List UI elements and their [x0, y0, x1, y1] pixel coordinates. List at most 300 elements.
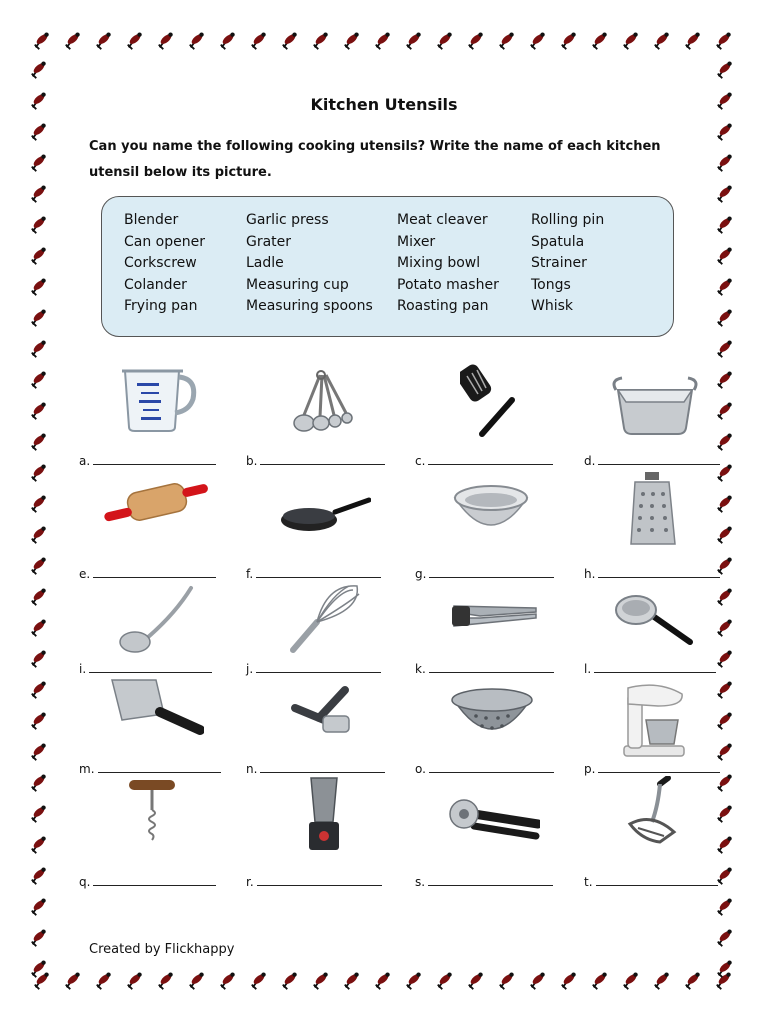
border-ornament — [26, 457, 52, 488]
border-ornament — [26, 953, 52, 984]
ornament-icon — [466, 971, 486, 991]
border-ornament — [26, 28, 57, 54]
border-ornament — [712, 829, 738, 860]
item-letter: s. — [415, 875, 426, 889]
ornament-icon — [311, 971, 331, 991]
border-ornament — [491, 28, 522, 54]
border-ornament — [460, 28, 491, 54]
border-ornament — [367, 28, 398, 54]
border-ornament — [677, 28, 708, 54]
border-ornament — [212, 968, 243, 994]
ornament-icon — [435, 971, 455, 991]
border-ornament — [305, 968, 336, 994]
ornament-icon — [342, 31, 362, 51]
border-ornament — [712, 116, 738, 147]
word-bank-word: Garlic press — [246, 212, 329, 228]
item-letter: n. — [246, 762, 258, 776]
ornament-icon — [29, 153, 49, 173]
ornament-icon — [125, 31, 145, 51]
word-bank-column-4 — [531, 210, 604, 318]
border-ornament — [712, 54, 738, 85]
ornament-icon — [715, 866, 735, 886]
ornament-icon — [715, 525, 735, 545]
border-ornament — [712, 488, 738, 519]
item-letter: f. — [246, 567, 254, 581]
ornament-icon — [590, 971, 610, 991]
ornament-icon — [29, 246, 49, 266]
can-opener-icon — [444, 796, 540, 840]
answer-blank-line[interactable] — [256, 663, 381, 673]
word-bank-word: Meat cleaver — [397, 212, 488, 228]
answer-item — [79, 454, 216, 468]
word-bank-word: Strainer — [531, 255, 587, 271]
border-ornament — [712, 364, 738, 395]
item-letter: l. — [584, 662, 592, 676]
ornament-icon — [156, 971, 176, 991]
ornament-icon — [715, 897, 735, 917]
answer-blank-line[interactable] — [93, 568, 216, 578]
border-ornament — [57, 28, 88, 54]
ornament-icon — [29, 556, 49, 576]
border-ornament — [88, 28, 119, 54]
mixing-bowl-icon — [451, 482, 531, 534]
answer-item — [584, 662, 716, 676]
ornament-icon — [715, 649, 735, 669]
border-ornament — [26, 519, 52, 550]
answer-blank-line[interactable] — [429, 663, 554, 673]
answer-blank-line[interactable] — [598, 455, 720, 465]
border-ornament — [26, 116, 52, 147]
ornament-icon — [715, 122, 735, 142]
item-letter: r. — [246, 875, 254, 889]
border-ornament — [26, 550, 52, 581]
ornament-icon — [621, 971, 641, 991]
border-ornament — [26, 922, 52, 953]
ornament-icon — [373, 31, 393, 51]
ornament-icon — [715, 711, 735, 731]
answer-blank-line[interactable] — [594, 663, 716, 673]
ornament-border-left — [26, 54, 52, 984]
border-ornament — [181, 28, 212, 54]
border-ornament — [712, 395, 738, 426]
border-ornament — [26, 643, 52, 674]
ornament-icon — [29, 184, 49, 204]
ornament-icon — [29, 804, 49, 824]
ornament-icon — [29, 215, 49, 235]
ornament-icon — [125, 971, 145, 991]
ornament-icon — [528, 971, 548, 991]
rolling-pin-icon — [102, 480, 208, 526]
ornament-icon — [29, 680, 49, 700]
ornament-icon — [715, 370, 735, 390]
ornament-icon — [715, 959, 735, 979]
ornament-icon — [466, 31, 486, 51]
word-bank-column-2 — [246, 210, 373, 318]
border-ornament — [26, 860, 52, 891]
ornament-icon — [29, 866, 49, 886]
ornament-icon — [187, 31, 207, 51]
border-ornament — [712, 333, 738, 364]
border-ornament — [367, 968, 398, 994]
roasting-pan-icon — [612, 372, 698, 438]
ornament-border-bottom — [26, 968, 739, 994]
border-ornament — [712, 922, 738, 953]
border-ornament — [615, 968, 646, 994]
potato-masher-icon — [624, 776, 682, 848]
ornament-icon — [63, 971, 83, 991]
ornament-icon — [652, 31, 672, 51]
ornament-icon — [29, 742, 49, 762]
answer-blank-line[interactable] — [428, 455, 553, 465]
ornament-icon — [218, 31, 238, 51]
ornament-icon — [29, 463, 49, 483]
answer-item — [584, 875, 718, 889]
ornament-icon — [497, 971, 517, 991]
border-ornament — [553, 28, 584, 54]
border-ornament — [712, 178, 738, 209]
border-ornament — [26, 333, 52, 364]
border-ornament — [429, 28, 460, 54]
word-bank-word: Mixer — [397, 233, 436, 250]
ornament-icon — [715, 246, 735, 266]
ornament-icon — [29, 618, 49, 638]
item-letter: d. — [584, 454, 596, 468]
word-bank-column-3 — [397, 210, 499, 318]
border-ornament — [522, 28, 553, 54]
page-title: Kitchen Utensils — [310, 95, 458, 114]
border-ornament — [398, 968, 429, 994]
item-letter: b. — [246, 454, 258, 468]
border-ornament — [26, 829, 52, 860]
border-ornament — [26, 612, 52, 643]
border-ornament — [712, 953, 738, 984]
ornament-icon — [342, 971, 362, 991]
ornament-icon — [29, 122, 49, 142]
ornament-icon — [29, 277, 49, 297]
item-letter: a. — [79, 454, 91, 468]
answer-item — [415, 875, 553, 889]
ornament-icon — [528, 31, 548, 51]
ornament-icon — [497, 31, 517, 51]
ornament-icon — [715, 184, 735, 204]
border-ornament — [712, 519, 738, 550]
ornament-icon — [29, 401, 49, 421]
border-ornament — [712, 147, 738, 178]
border-ornament — [26, 147, 52, 178]
corkscrew-icon — [127, 776, 177, 842]
ornament-icon — [29, 525, 49, 545]
ornament-icon — [715, 742, 735, 762]
ornament-icon — [29, 711, 49, 731]
border-ornament — [26, 581, 52, 612]
ornament-icon — [404, 971, 424, 991]
word-bank-word: Frying pan — [124, 298, 198, 314]
border-ornament — [26, 209, 52, 240]
ornament-icon — [715, 277, 735, 297]
answer-item — [415, 662, 554, 676]
ornament-icon — [715, 339, 735, 359]
ornament-icon — [715, 401, 735, 421]
ornament-icon — [715, 928, 735, 948]
border-ornament — [712, 209, 738, 240]
ornament-icon — [559, 31, 579, 51]
answer-item — [246, 454, 385, 468]
instruction-line-2: utensil below its picture. — [89, 165, 272, 180]
ornament-icon — [249, 971, 269, 991]
item-letter: k. — [415, 662, 426, 676]
word-bank-word: Potato masher — [397, 276, 499, 293]
answer-item — [246, 875, 382, 889]
blender-icon — [303, 776, 345, 852]
border-ornament — [584, 968, 615, 994]
item-letter: g. — [415, 567, 427, 581]
item-letter: m. — [79, 762, 95, 776]
ornament-icon — [652, 971, 672, 991]
border-ornament — [150, 28, 181, 54]
ornament-border-right — [712, 54, 738, 984]
border-ornament — [26, 364, 52, 395]
ornament-icon — [29, 928, 49, 948]
item-letter: t. — [584, 875, 593, 889]
answer-item — [79, 762, 221, 776]
ornament-icon — [621, 31, 641, 51]
border-ornament — [26, 736, 52, 767]
ornament-icon — [715, 618, 735, 638]
border-ornament — [26, 488, 52, 519]
border-ornament — [26, 395, 52, 426]
answer-blank-line[interactable] — [598, 568, 720, 578]
answer-blank-line[interactable] — [429, 763, 554, 773]
ornament-icon — [715, 835, 735, 855]
word-bank-word: Blender — [124, 212, 179, 228]
word-bank-word: Colander — [124, 276, 187, 293]
border-ornament — [336, 968, 367, 994]
ornament-icon — [156, 31, 176, 51]
ornament-icon — [29, 773, 49, 793]
word-bank-column-1 — [124, 210, 205, 318]
border-ornament — [712, 798, 738, 829]
frying-pan-icon — [279, 496, 371, 536]
word-bank-word: Ladle — [246, 255, 284, 271]
border-ornament — [584, 28, 615, 54]
ornament-icon — [29, 835, 49, 855]
measuring-spoons-icon — [290, 369, 358, 435]
border-ornament — [646, 968, 677, 994]
border-ornament — [712, 891, 738, 922]
measuring-cup-icon — [117, 365, 199, 433]
ornament-icon — [63, 31, 83, 51]
answer-blank-line[interactable] — [260, 763, 385, 773]
answer-item — [584, 762, 720, 776]
border-ornament — [646, 28, 677, 54]
border-ornament — [243, 968, 274, 994]
border-ornament — [26, 705, 52, 736]
border-ornament — [212, 28, 243, 54]
item-letter: i. — [79, 662, 87, 676]
answer-blank-line[interactable] — [598, 763, 720, 773]
mixer-icon — [618, 680, 688, 758]
border-ornament — [181, 968, 212, 994]
word-bank-word: Spatula — [531, 233, 585, 250]
ornament-icon — [715, 215, 735, 235]
border-ornament — [26, 891, 52, 922]
answer-blank-line[interactable] — [429, 568, 554, 578]
answer-blank-line[interactable] — [89, 663, 212, 673]
ornament-icon — [280, 971, 300, 991]
tongs-icon — [450, 596, 538, 634]
word-bank-word: Can opener — [124, 233, 205, 250]
answer-blank-line[interactable] — [596, 876, 718, 886]
border-ornament — [398, 28, 429, 54]
border-ornament — [677, 968, 708, 994]
ornament-icon — [715, 587, 735, 607]
word-bank-word: Whisk — [531, 298, 574, 314]
ornament-icon — [94, 31, 114, 51]
answer-blank-line[interactable] — [428, 876, 553, 886]
border-ornament — [460, 968, 491, 994]
ornament-icon — [94, 971, 114, 991]
word-bank — [101, 196, 674, 337]
ornament-icon — [559, 971, 579, 991]
answer-blank-line[interactable] — [93, 876, 216, 886]
ladle-icon — [117, 584, 195, 656]
instructions — [89, 134, 679, 186]
border-ornament — [26, 674, 52, 705]
border-ornament — [26, 302, 52, 333]
answer-item — [246, 662, 381, 676]
item-letter: p. — [584, 762, 596, 776]
ornament-icon — [715, 308, 735, 328]
strainer-icon — [614, 590, 694, 648]
border-ornament — [712, 705, 738, 736]
ornament-icon — [29, 432, 49, 452]
item-letter: c. — [415, 454, 426, 468]
word-bank-word: Mixing bowl — [397, 255, 481, 271]
ornament-icon — [218, 971, 238, 991]
border-ornament — [57, 968, 88, 994]
ornament-icon — [29, 494, 49, 514]
ornament-icon — [373, 971, 393, 991]
border-ornament — [26, 767, 52, 798]
answer-blank-line[interactable] — [257, 876, 382, 886]
word-bank-word: Rolling pin — [531, 212, 605, 228]
border-ornament — [243, 28, 274, 54]
item-letter: h. — [584, 567, 596, 581]
item-letter: j. — [246, 662, 254, 676]
answer-item — [584, 454, 720, 468]
colander-icon — [446, 686, 538, 744]
answer-item — [79, 662, 212, 676]
border-ornament — [553, 968, 584, 994]
border-ornament — [712, 674, 738, 705]
grater-icon — [627, 470, 677, 548]
ornament-icon — [32, 31, 52, 51]
border-ornament — [26, 271, 52, 302]
ornament-icon — [404, 31, 424, 51]
border-ornament — [712, 612, 738, 643]
border-ornament — [708, 28, 739, 54]
answer-blank-line[interactable] — [260, 455, 385, 465]
border-ornament — [150, 968, 181, 994]
border-ornament — [119, 28, 150, 54]
answer-blank-line[interactable] — [256, 568, 381, 578]
answer-blank-line[interactable] — [93, 455, 216, 465]
answer-blank-line[interactable] — [98, 763, 221, 773]
border-ornament — [491, 968, 522, 994]
word-bank-word: Grater — [246, 233, 292, 250]
answer-item — [415, 567, 554, 581]
ornament-icon — [29, 649, 49, 669]
answer-item — [584, 567, 720, 581]
border-ornament — [336, 28, 367, 54]
border-ornament — [274, 28, 305, 54]
ornament-icon — [590, 31, 610, 51]
border-ornament — [305, 28, 336, 54]
border-ornament — [26, 426, 52, 457]
ornament-icon — [715, 680, 735, 700]
border-ornament — [522, 968, 553, 994]
ornament-icon — [715, 804, 735, 824]
border-ornament — [26, 178, 52, 209]
ornament-icon — [29, 60, 49, 80]
item-letter: q. — [79, 875, 91, 889]
border-ornament — [119, 968, 150, 994]
item-letter: e. — [79, 567, 91, 581]
ornament-icon — [715, 153, 735, 173]
ornament-icon — [683, 31, 703, 51]
answer-item — [246, 762, 385, 776]
border-ornament — [712, 581, 738, 612]
border-ornament — [615, 28, 646, 54]
word-bank-word: Tongs — [531, 276, 571, 293]
border-ornament — [26, 54, 52, 85]
ornament-icon — [715, 494, 735, 514]
border-ornament — [712, 426, 738, 457]
ornament-icon — [29, 897, 49, 917]
word-bank-word: Corkscrew — [124, 255, 197, 271]
answer-item — [79, 875, 216, 889]
border-ornament — [26, 798, 52, 829]
ornament-icon — [311, 31, 331, 51]
ornament-icon — [29, 308, 49, 328]
footer-credit: Created by Flickhappy — [89, 942, 235, 957]
border-ornament — [429, 968, 460, 994]
spatula-icon — [460, 364, 526, 438]
ornament-icon — [29, 370, 49, 390]
answer-item — [246, 567, 381, 581]
ornament-icon — [29, 959, 49, 979]
answer-item — [79, 567, 216, 581]
ornament-icon — [187, 971, 207, 991]
ornament-icon — [280, 31, 300, 51]
instruction-line-1: Can you name the following cooking utensils? Write the name of each kitchen — [89, 139, 661, 154]
word-bank-word: Measuring spoons — [246, 298, 373, 314]
answer-item — [415, 454, 553, 468]
border-ornament — [712, 240, 738, 271]
ornament-icon — [435, 31, 455, 51]
word-bank-word: Measuring cup — [246, 276, 349, 293]
ornament-border-top — [26, 28, 739, 54]
garlic-press-icon — [289, 682, 359, 740]
ornament-icon — [29, 339, 49, 359]
border-ornament — [712, 302, 738, 333]
ornament-icon — [714, 31, 734, 51]
ornament-icon — [683, 971, 703, 991]
whisk-icon — [287, 580, 367, 656]
ornament-icon — [715, 60, 735, 80]
ornament-icon — [249, 31, 269, 51]
border-ornament — [88, 968, 119, 994]
